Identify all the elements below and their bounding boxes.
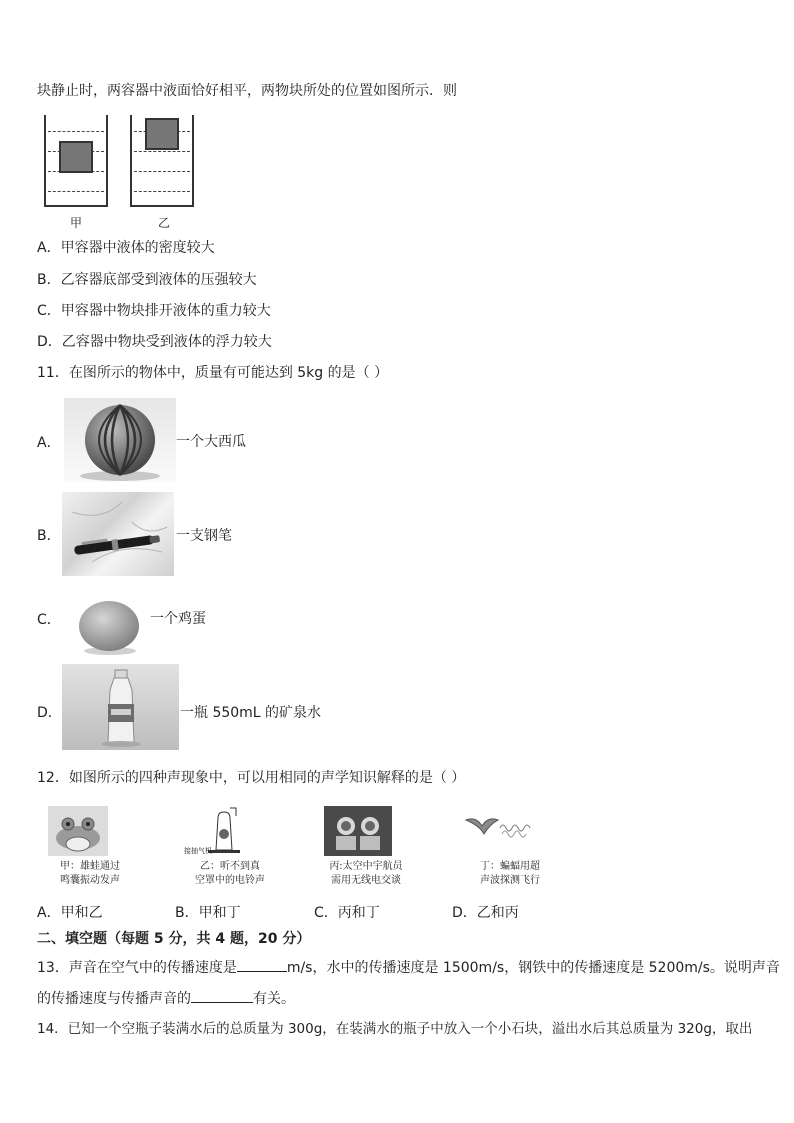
bat-image — [460, 806, 540, 856]
q11-option-a-caption: 一个大西瓜 — [176, 434, 246, 450]
q14-line1: 14．已知一个空瓶子装满水后的总质量为 300g，在装满水的瓶子中放入一个小石块，溢出水后其总质量为 320g，取出 — [37, 1021, 753, 1037]
containers-figure — [37, 110, 217, 230]
pen-image — [62, 492, 174, 576]
q13-line1: 13．声音在空气中的传播速度是 m/s，水中的传播速度是 1500m/s，钢铁中的传播速度是 5200m/s。说明声音 — [37, 957, 780, 977]
q13-line2: 的传播速度与传播声音的 有关。 — [37, 988, 295, 1008]
sound-picture-bing — [316, 806, 436, 890]
sound-picture-yi — [180, 806, 300, 890]
section2-title: 二、填空题（每题 5 分，共 4 题，20 分） — [37, 931, 311, 947]
q13-blank-2 — [191, 988, 253, 1003]
caption-yi: 乙：听不到真 空罩中的电铃声 — [195, 861, 265, 886]
caption-bing: 丙:太空中宇航员 需用无线电交谈 — [329, 861, 403, 886]
q11-option-b-caption: 一支钢笔 — [176, 528, 232, 544]
vacuum-pump-tag: 接抽气机 — [184, 847, 212, 855]
beaker-jia — [44, 115, 108, 207]
block-yi — [145, 118, 179, 150]
q11-option-d-letter: D． — [37, 705, 62, 721]
q10-option-a: A．甲容器中液体的密度较大 — [37, 240, 215, 256]
q12-option-c: C．丙和丁 — [314, 905, 380, 921]
q11-option-b-letter: B． — [37, 528, 61, 544]
q11-option-d-caption: 一瓶 550mL 的矿泉水 — [180, 705, 322, 721]
caption-ding: 丁：蝙蝠用超 声波探测飞行 — [480, 861, 540, 886]
q13-blank-1 — [237, 957, 287, 972]
bell-jar-image — [184, 806, 252, 856]
q10-option-d: D．乙容器中物块受到液体的浮力较大 — [37, 334, 272, 350]
q10-option-b: B．乙容器底部受到液体的压强较大 — [37, 272, 257, 288]
q10-option-c: C．甲容器中物块排开液体的重力较大 — [37, 303, 271, 319]
intro-text: 块静止时，两容器中液面恰好相平，两物块所处的位置如图所示．则 — [37, 83, 457, 99]
egg-image — [74, 596, 144, 656]
caption-jia: 甲：雄蛙通过 鸣囊振动发声 — [60, 861, 120, 886]
q11-option-a-letter: A． — [37, 435, 61, 451]
figure-label-jia: 甲 — [70, 216, 83, 230]
watermelon-image — [64, 398, 176, 482]
q12-option-a: A．甲和乙 — [37, 905, 103, 921]
q11-stem: 11．在图所示的物体中，质量有可能达到 5kg 的是（ ） — [37, 365, 389, 381]
q12-option-d: D．乙和丙 — [452, 905, 519, 921]
beaker-yi — [130, 115, 194, 207]
block-jia — [59, 141, 93, 173]
q11-option-c-caption: 一个鸡蛋 — [150, 611, 206, 627]
q12-option-b: B．甲和丁 — [175, 905, 241, 921]
astronauts-image — [324, 806, 392, 856]
figure-label-yi: 乙 — [158, 216, 171, 230]
q11-option-c-letter: C． — [37, 612, 61, 628]
frog-image — [48, 806, 108, 856]
water-bottle-image — [62, 664, 179, 750]
sound-picture-ding — [452, 806, 572, 890]
q12-stem: 12．如图所示的四种声现象中，可以用相同的声学知识解释的是（ ） — [37, 770, 466, 786]
sound-picture-jia — [40, 806, 160, 890]
